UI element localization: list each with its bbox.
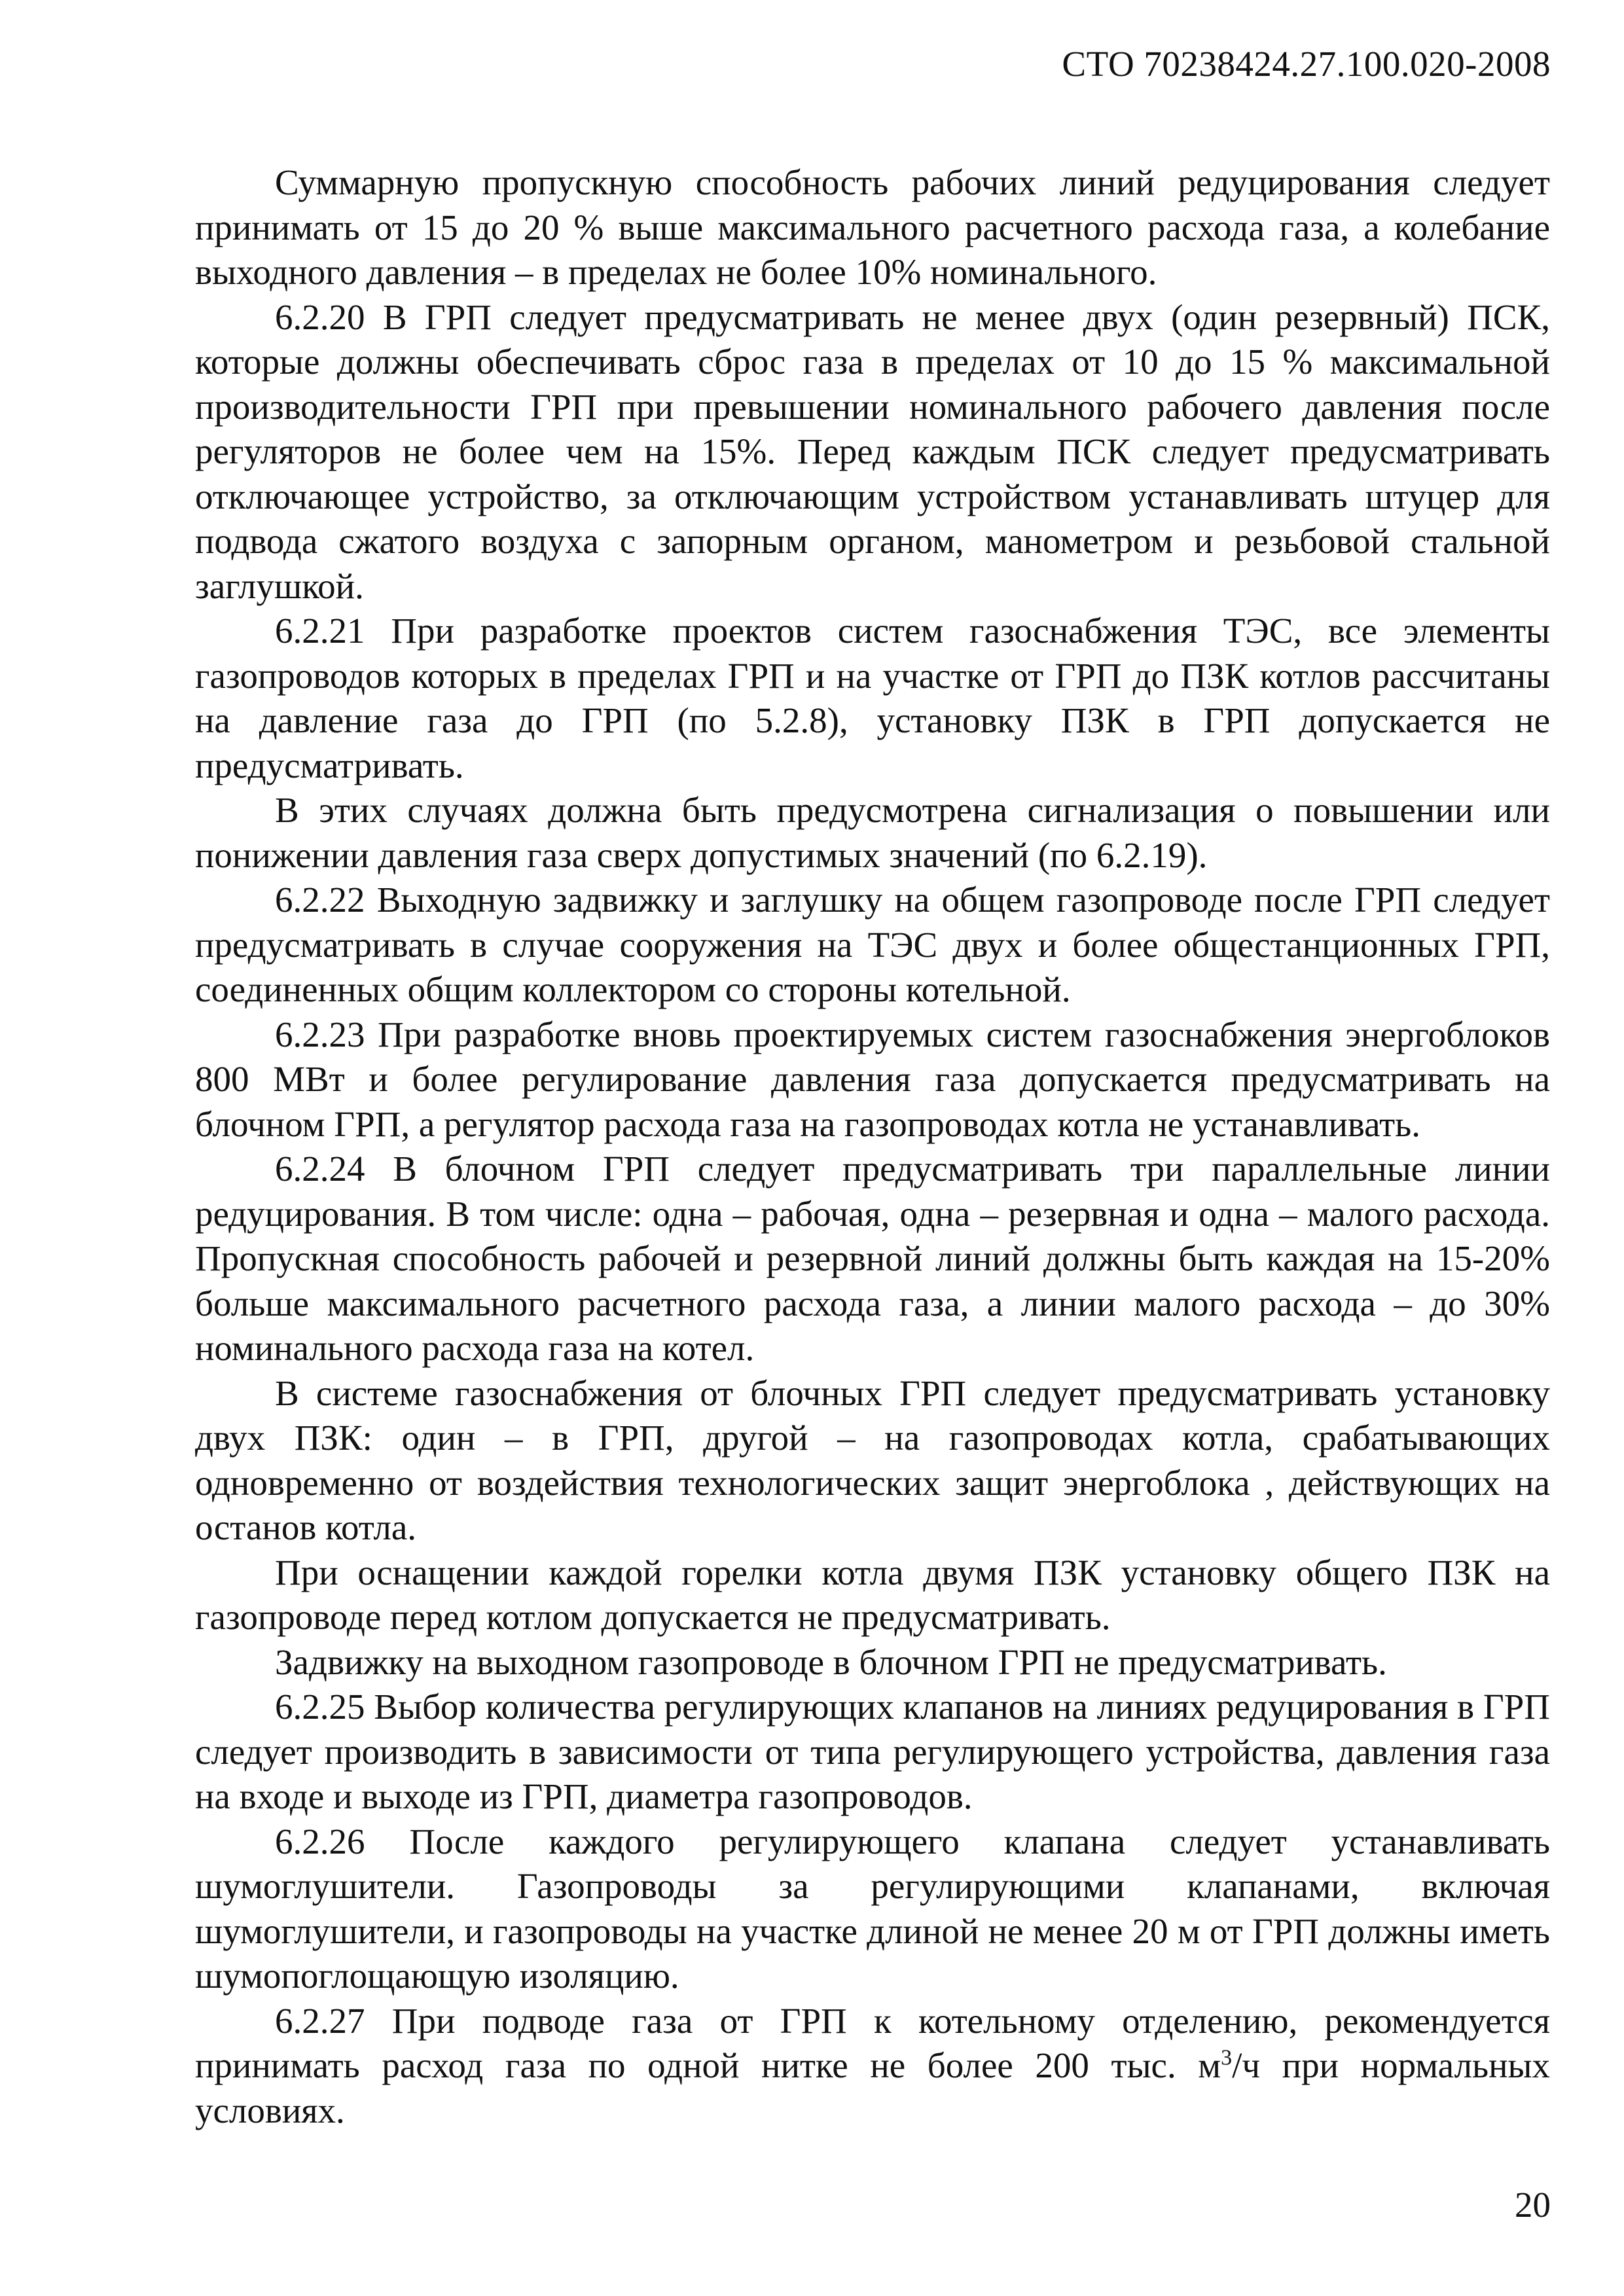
paragraph-intro: Суммарную пропускную способность рабочих линий редуцирования следует принимать от 15 до 20 % выше максимального расчетного расхода газа, а колебание выходного давления – в пределах не более 10% номинального. bbox=[195, 162, 1550, 292]
paragraph-6-2-21-note: В этих случаях должна быть предусмотрена сигнализация о повышении или понижении давления газа сверх допустимых значений (по 6.2.19). bbox=[195, 790, 1550, 875]
superscript-cubed: 3 bbox=[1221, 2045, 1233, 2070]
paragraph-6-2-24: 6.2.24 В блочном ГРП следует предусматривать три параллельные линии редуцирования. В том числе: одна – рабочая, одна – резервная и одна – малого расхода. Пропускная способность рабочей и резервной линий должны быть каждая на 15-20% больше максимального расчетного расхода газа, а линии малого расхода – до 30% номинального расхода газа на котел. bbox=[195, 1149, 1550, 1368]
paragraph-6-2-27-text: 6.2.27 При подводе газа от ГРП к котельному отделению, рекомендуется принимать расход газа по одной нитке не более 200 тыс. м bbox=[195, 2000, 1550, 2085]
paragraph-6-2-24-system: В системе газоснабжения от блочных ГРП следует предусматривать установку двух ПЗК: один – в ГРП, другой – на газопроводах котла, срабатывающих одновременно от воздействия технологических защит энергоблока , действующих на останов котла. bbox=[195, 1372, 1550, 1547]
document-body bbox=[195, 160, 1550, 2133]
page-number: 20 bbox=[1515, 2185, 1551, 2225]
paragraph-6-2-22: 6.2.22 Выходную задвижку и заглушку на общем газопроводе после ГРП следует предусматривать в случае сооружения на ТЭС двух и более общестанционных ГРП, соединенных общим коллектором со стороны котельной. bbox=[195, 880, 1550, 1009]
paragraph-6-2-20: 6.2.20 В ГРП следует предусматривать не менее двух (один резервный) ПСК, которые должны обеспечивать сброс газа в пределах от 10 до 15 % максимальной производительности ГРП при превышении номинального рабочего давления после регуляторов не более чем на 15%. Перед каждым ПСК следует предусматривать отключающее устройство, за отключающим устройством устанавливать штуцер для подвода сжатого воздуха с запорным органом, манометром и резьбовой стальной заглушкой. bbox=[195, 296, 1550, 606]
document-code: СТО 70238424.27.100.020-2008 bbox=[1062, 44, 1551, 84]
paragraph-6-2-25: 6.2.25 Выбор количества регулирующих клапанов на линиях редуцирования в ГРП следует производить в зависимости от типа регулирующего устройства, давления газа на входе и выходе из ГРП, диаметра газопроводов. bbox=[195, 1687, 1550, 1816]
paragraph-6-2-27-text-end: /ч при нормальных условиях. bbox=[195, 2045, 1550, 2130]
paragraph-6-2-23: 6.2.23 При разработке вновь проектируемых систем газоснабжения энергоблоков 800 МВт и более регулирование давления газа допускается предусматривать на блочном ГРП, а регулятор расхода газа на газопроводах котла не устанавливать. bbox=[195, 1014, 1550, 1144]
paragraph-6-2-27 bbox=[195, 1999, 1550, 2134]
paragraph-6-2-24-valve: Задвижку на выходном газопроводе в блочном ГРП не предусматривать. bbox=[275, 1641, 1387, 1682]
paragraph-6-2-26: 6.2.26 После каждого регулирующего клапана следует устанавливать шумоглушители. Газопроводы за регулирующими клапанами, включая шумоглушители, и газопроводы на участке длиной не менее 20 м от ГРП должны иметь шумопоглощающую изоляцию. bbox=[195, 1821, 1550, 1996]
paragraph-6-2-21: 6.2.21 При разработке проектов систем газоснабжения ТЭС, все элементы газопроводов которых в пределах ГРП и на участке от ГРП до ПЗК котлов рассчитаны на давление газа до ГРП (по 5.2.8), установку ПЗК в ГРП допускается не предусматривать. bbox=[195, 611, 1550, 785]
paragraph-6-2-24-burner: При оснащении каждой горелки котла двумя ПЗК установку общего ПЗК на газопроводе перед котлом допускается не предусматривать. bbox=[195, 1552, 1550, 1637]
